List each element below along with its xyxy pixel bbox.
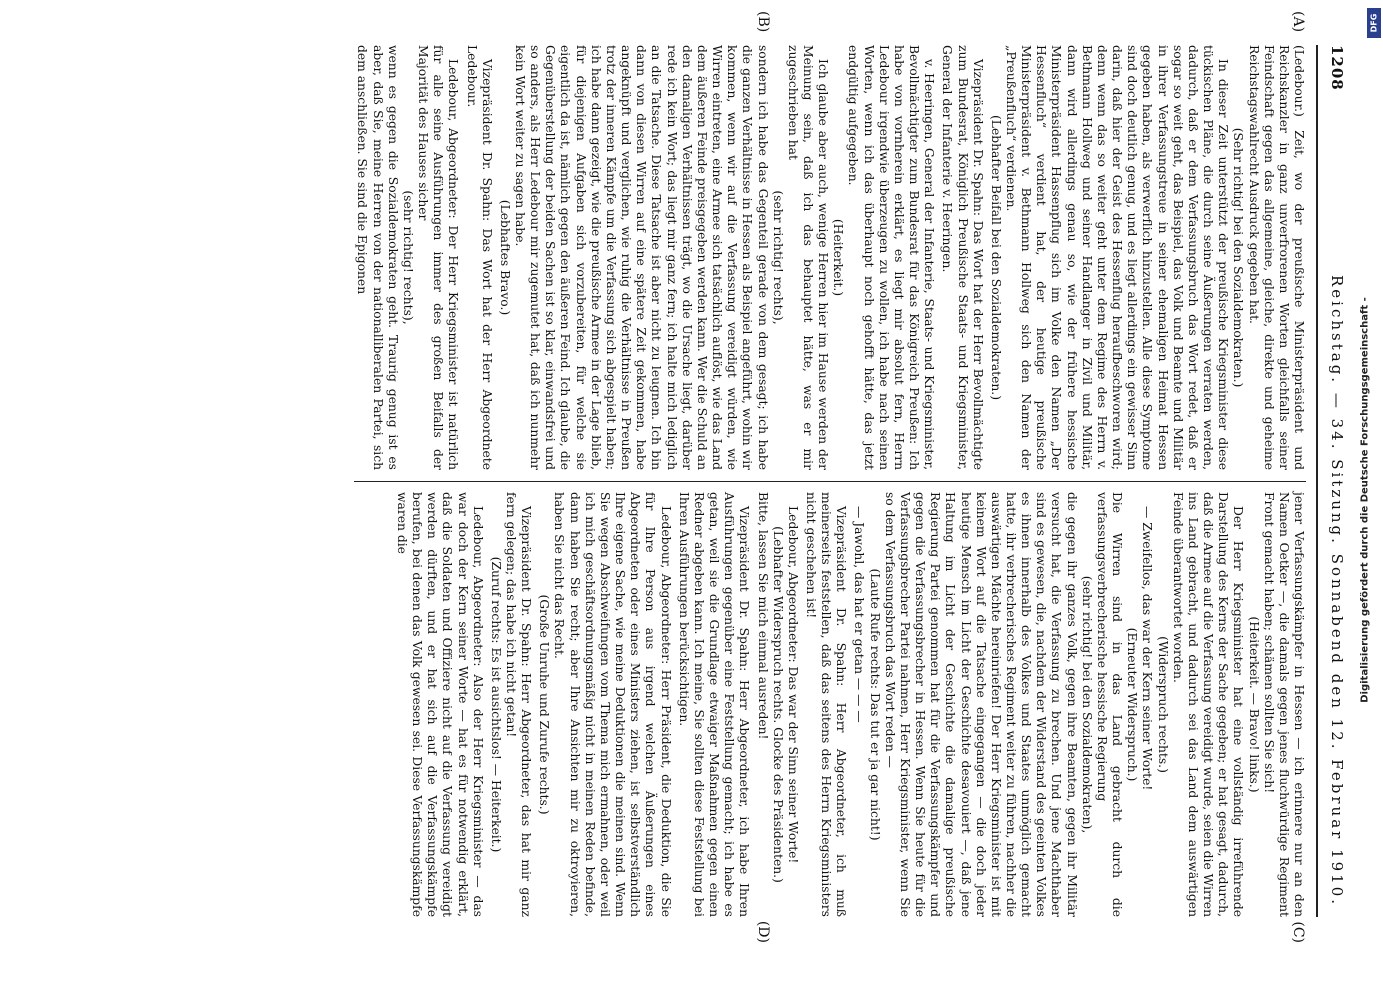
right-column-paragraph: (Widerspruch rechts.): [1155, 636, 1170, 773]
column-divider: [354, 481, 1306, 482]
protocol-page: [76, 5, 1366, 945]
right-column-paragraph: Bitte, lassen Sie mich einmal ausreden!: [755, 492, 770, 740]
header-rule: [1316, 45, 1318, 917]
left-column-paragraph: v. Heeringen, General der Infanterie, Staats- und Kriegsminister, Bevollmächtigter zum Bundesrat für das Königreich Preußen: Ich habe von vornherein erklärt, es liegt mir absolut fern, Herrn Ledebour irgendwie überzeugen zu wollen, ich habe nach seinen Worten, wenn ich das überhaupt noch gehofft hätte, das jetzt endgültig aufgegeben.: [846, 45, 937, 470]
right-column-paragraph: (Heiterkeit. — Bravo! links.): [1246, 616, 1261, 793]
right-column-paragraph: — Jawohl, das hat er getan — — —: [852, 506, 867, 723]
right-column-paragraph: die gegen ihr ganzes Volk, gegen ihre Beamten, gegen ihr Militär versucht hat, die Verfassung zu brechen. Und jene Machthaber sind es gewesen, die, nachdem der Widerstand des geeinten Volkes es ihnen innerhalb des Volkes und Staates unmöglich gemacht hatte, ihr verbrecherisches Regiment weiter zu führen, nachher die auswärtigen Mächte hereinriefen! Der Herr Kriegsminister ist mit keinem Wort auf die Tatsache eingegangen — die doch jeder heutige Mensch im Licht der Geschichte desavouiert —, daß jene Haltung im Licht der Geschichte die damalige preußische Regierung Partei genommen hat für die Verfassungskämpfer und gegen die Verfassungsbrecher in Hessen. Wenn Sie heute für die Verfassungsbrecher Partei nahmen, Herr Kriegsminister, wenn Sie so dem Verfassungsbruch das Wort reden —: [882, 492, 1079, 917]
right-column-paragraph: (Zuruf rechts: Es ist ausichtslos! — Heiterkeit.): [488, 556, 503, 853]
right-column-paragraph: Ledebour, Abgeordneter: Herr Präsident, die Deduktion, die Sie für Ihre Person aus irgend welchen Äußerungen eines Abgeordneten oder eines Ministers ziehen, ist selbstverständlich Ihre eigene Sache, wie meine Deduktionen die meinen sind. Wenn Sie wegen Abschweifungen vom Thema mich ermahnen, oder weil ich mich geschäftsordnungsmäßig nicht in meinen Reden befinde, dann haben Sie recht; aber Ihre Ansichten mir zu oktroyieren, haben Sie nicht das Recht.: [552, 492, 673, 917]
text-columns: [354, 11, 1306, 943]
dfg-logo-text: DFG: [1369, 13, 1379, 33]
left-column-paragraph: (sehr richtig! rechts),: [400, 190, 415, 325]
margin-marker-a: (A): [1290, 11, 1306, 33]
left-column-paragraph: (Lebhaftes Bravo.): [497, 199, 512, 316]
left-column-paragraph: In dieser Zeit unterstützt der preußische Kriegsminister diese tückischen Pläne, die durch seine Äußerungen verraten werden, dadurch, daß er dem Verfassungsbruch das Wort redet, daß er sogar so weit geht, das Beispiel, das Volk und Beamte und Militär in ihrer Verfassungstreue in seiner ehemaligen Heimat Hessen gegeben haben, als verwerflich hinzustellen. Alle diese Symptome sind doch deutlich genug, und es liegt allerdings ein gewisser Sinn darin, daß hier der Geist des Hessenflug heraufbeschworen wird; denn wenn das so weiter geht unter dem Regime des Herrn v. Bethmann Hollweg und seiner Handlanger in Zivil und Militär, dann wird allerdings genau so, wie der frühere hessische Ministerpräsident Hassenpflug sich im Volke den Namen „Der Hessenfluch“ verdient hat, der heutige preußische Ministerpräsident v. Bethmann Hollweg sich den Namen der „Preußenfluch“ verdienen.: [1004, 45, 1231, 470]
credit-text: Digitalisierung gefördert durch die Deutsche Forschungsgemeinschaft -: [1359, 297, 1371, 703]
right-column-paragraph: Vizepräsident Dr. Spahn: Herr Abgeordneter, das hat mir ganz fern gelegen; das habe ich nicht getan!: [504, 492, 534, 917]
left-column-paragraph: sondern ich habe das Gegenteil gerade von dem gesagt; ich habe die ganzen Verhältnisse in Hessen als Beispiel angeführt, wohin wir kommen, wenn wir auf die Verfassung vereidigt würden, wie Wirren eintreten, eine Armee sich tatsächlich auflöst, wie das Land dem äußeren Feinde preisgegeben werden kann. Wer die Schuld an den damaligen Verhältnissen trägt, wo die Ursache liegt, darüber rede ich kein Wort; das liegt mir ganz fern; ich halte mich lediglich an die Tatsache. Diese Tatsache ist aber nicht zu leugnen. Ich bin dann von diesen Wirren auf eine spätere Zeit gekommen, habe angeknüpft und verglichen, wie ruhig die Verhältnisse in Preußen trotz der inneren Kämpfe um die Verfassung sich abgespielt haben; ich habe dann gezeigt, wie die preußische Armee in der Lage blieb, für diejenigen Aufgaben sich vorzubereiten, für welche sie eigentlich da ist, nämlich gegen den äußeren Feind. Ich glaube, die Gegenüberstellung der beiden Sachen ist so klar, einwandsfrei und so anders, als Herr Ledebour mir zugemutet hat, daß ich nunmehr kein Wort weiter zu sagen habe.: [513, 45, 770, 470]
left-column-paragraph: (Sehr richtig! bei den Sozialdemokraten.): [1231, 127, 1246, 388]
left-column-paragraph: wenn es gegen die Sozialdemokraten geht. Traurig genug ist es aber, daß Sie, meine Herren von der nationalliberalen Partei, sich dem anschließen. Sie sind die Epigonen: [355, 45, 400, 470]
left-column-paragraph: (Lebhafter Beifall bei den Sozialdemokraten.): [988, 114, 1003, 400]
left-column: [354, 45, 1306, 470]
left-column-paragraph: Ledebour, Abgeordneter: Der Herr Kriegsminister ist natürlich für alle seine Ausführungen immer des großen Beifalls der Majorität des Hauses sicher: [416, 45, 461, 470]
right-column-paragraph: (sehr richtig! bei den Sozialdemokraten),: [1079, 575, 1094, 834]
right-column-paragraph: Vizepräsident Dr. Spahn: Herr Abgeordneter, ich muß meinerseits feststellen, daß das seitens des Herrn Kriegsministers nicht geschehen ist!: [804, 492, 849, 917]
right-column-paragraph: Ledebour, Abgeordneter: Also der Herr Kriegsminister — das war doch der Kern seiner Worte — hat es für notwendig erklärt, daß die Soldaten und Offiziere nicht auf die Verfassung vereidigt werden dürften, und er hat sich auf die Verfassungskämpfe berufen, bei denen das Volk gewesen sei. Diese Verfassungskämpfe waren die: [394, 492, 485, 917]
right-column-paragraph: jener Verfassungskämpfer in Hessen — ich erinnere nur an den Namen Oetker —, die damals gegen jenes fluchwürdige Regiment Front gemacht haben; schämen sollten Sie sich!: [1261, 492, 1306, 917]
left-column-paragraph: (sehr richtig! rechts),: [770, 190, 785, 325]
right-column-paragraph: (Erneuter Widerspruch.): [1125, 627, 1140, 782]
running-header: [1322, 45, 1348, 917]
left-column-paragraph: (Ledebour.) Zeit, wo der preußische Ministerpräsident und Reichskanzler in ganz unverfrorenen Worten gleichfalls seiner Feindschaft gegen das allgemeine, gleiche, direkte und geheime Reichstagswahlrecht Ausdruck gegeben hat.: [1246, 45, 1306, 470]
page-number: 1208: [1328, 45, 1346, 91]
right-column: [354, 492, 1306, 917]
running-title: Reichstag. — 34. Sitzung. Sonnabend den 12. Februar 1910.: [1328, 275, 1346, 908]
right-column-paragraph: Der Herr Kriegsminister hat eine vollständig irreführende Darstellung des Kerns der Sache gegeben; er hat gesagt, dadurch, daß die Armee auf die Verfassung vereidigt wurde, seien die Wirren ins Land gebracht, und dadurch sei das Land dem auswärtigen Feinde überantwortet worden.: [1170, 492, 1246, 917]
right-column-paragraph: (Große Unruhe und Zurufe rechts.): [537, 594, 552, 815]
margin-marker-b: (B): [755, 11, 771, 33]
margin-marker-d: (D): [755, 920, 771, 943]
right-column-paragraph: Ledebour, Abgeordneter: Das war der Sinn seiner Worte!: [785, 506, 800, 864]
margin-marker-c: (C): [1290, 921, 1306, 943]
left-column-paragraph: Vizepräsident Dr. Spahn: Das Wort hat der Herr Bevollmächtigte zum Bundesrat, Königlich Preußische Staats- und Kriegsminister, General der Infanterie v. Heeringen.: [940, 45, 985, 470]
digitization-credit: [1354, 8, 1376, 992]
dfg-logo: [1367, 8, 1381, 38]
left-column-paragraph: (Heiterkeit.): [831, 218, 846, 297]
right-column-paragraph: — Zweifellos, das war der Kern seiner Worte!: [1140, 506, 1155, 791]
right-column-paragraph: (Lebhafter Widerspruch rechts. Glocke des Präsidenten.): [770, 526, 785, 883]
right-column-paragraph: Die Wirren sind in das Land gebracht durch die verfassungsverbrecherische hessische Regierung: [1094, 492, 1125, 917]
left-column-paragraph: Ich glaube aber auch, wenige Herren hier im Hause werden der Meinung sein, daß ich das behauptet hätte, was er mir zugeschrieben hat: [785, 45, 831, 470]
right-column-paragraph: (Laute Rufe rechts: Das tut er ja gar nicht!): [867, 568, 882, 841]
left-column-paragraph: Vizepräsident Dr. Spahn: Das Wort hat der Herr Abgeordnete Ledebour.: [464, 45, 494, 470]
right-column-paragraph: Vizepräsident Dr. Spahn: Herr Abgeordneter, ich habe Ihren Ausführungen gegenüber eine Feststellung gemacht; ich habe es getan, weil sie die Grundlage etwaiger Maßnahmen gegen einen Redner abgeben kann. Ich meine, Sie sollten diese Feststellung bei Ihren Ausführungen berücksichtigen.: [676, 492, 752, 917]
